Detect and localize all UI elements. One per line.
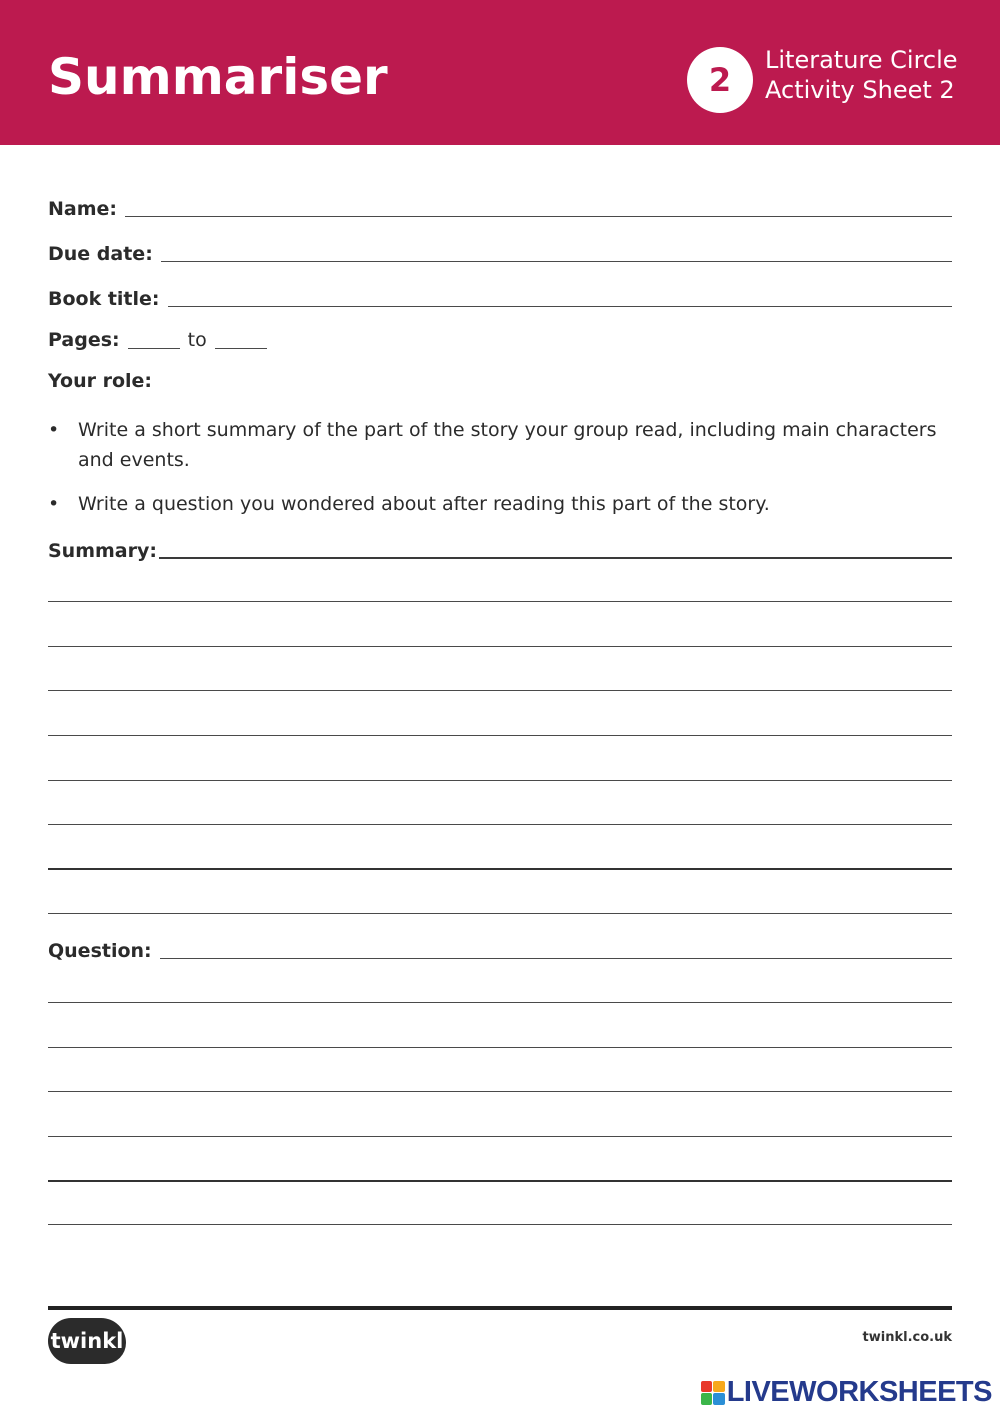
icon-square — [713, 1381, 725, 1393]
question-writing-line[interactable] — [48, 1091, 952, 1092]
role-label: Your role: — [48, 370, 152, 392]
summary-writing-line[interactable] — [48, 824, 952, 825]
pages-field — [48, 325, 275, 355]
due-date-field — [48, 235, 952, 265]
due-date-input-line[interactable] — [161, 261, 952, 262]
summary-writing-line[interactable] — [48, 690, 952, 691]
twinkl-logo: twinkl — [48, 1318, 126, 1364]
watermark-text: LIVEWORKSHEETS — [726, 1376, 992, 1408]
summary-writing-line[interactable] — [48, 868, 952, 870]
summary-writing-line[interactable] — [48, 601, 952, 602]
header-banner — [0, 0, 1000, 145]
site-url: twinkl.co.uk — [862, 1330, 952, 1345]
name-input-line[interactable] — [125, 216, 952, 217]
question-writing-line[interactable] — [48, 1047, 952, 1048]
pages-to-input-line[interactable] — [215, 348, 267, 349]
name-label: Name: — [48, 198, 118, 220]
icon-square — [713, 1393, 725, 1405]
role-bullet-text: Write a question you wondered about after reading this part of the story. — [78, 493, 770, 515]
question-writing-line[interactable] — [48, 1136, 952, 1137]
question-writing-line[interactable] — [48, 1224, 952, 1225]
question-writing-line[interactable] — [48, 1180, 952, 1182]
summary-field — [48, 532, 952, 562]
list-item — [48, 415, 952, 475]
question-writing-line[interactable] — [48, 1002, 952, 1003]
book-title-label: Book title: — [48, 288, 160, 310]
liveworksheets-icon — [701, 1381, 725, 1405]
role-list — [48, 415, 952, 533]
sheet-name — [765, 45, 958, 105]
summary-writing-line[interactable] — [48, 780, 952, 781]
list-item — [48, 489, 952, 519]
bullet-icon: • — [48, 419, 60, 441]
role-bullet-text: Write a short summary of the part of the story your group read, including main characters and events. — [78, 419, 937, 471]
icon-square — [701, 1381, 713, 1393]
bullet-icon: • — [48, 493, 60, 515]
summary-label: Summary: — [48, 540, 157, 562]
page-title: Summariser — [48, 48, 388, 106]
pages-to-text: to — [187, 329, 207, 351]
question-label: Question: — [48, 940, 152, 962]
pages-from-input-line[interactable] — [128, 348, 180, 349]
icon-square — [701, 1393, 713, 1405]
summary-writing-line[interactable] — [48, 735, 952, 736]
due-date-label: Due date: — [48, 243, 153, 265]
book-title-field — [48, 280, 952, 310]
summary-input-line[interactable] — [159, 557, 952, 559]
name-field — [48, 190, 952, 220]
sheet-number-badge: 2 — [687, 47, 753, 113]
summary-writing-line[interactable] — [48, 913, 952, 914]
question-input-line[interactable] — [160, 958, 952, 959]
sheet-name-line1: Literature Circle — [765, 46, 958, 74]
sheet-name-line2: Activity Sheet 2 — [765, 76, 955, 104]
question-field — [48, 932, 952, 962]
pages-label: Pages: — [48, 329, 120, 351]
summary-writing-line[interactable] — [48, 646, 952, 647]
book-title-input-line[interactable] — [168, 306, 952, 307]
liveworksheets-watermark — [701, 1376, 992, 1409]
footer-divider — [48, 1306, 952, 1310]
